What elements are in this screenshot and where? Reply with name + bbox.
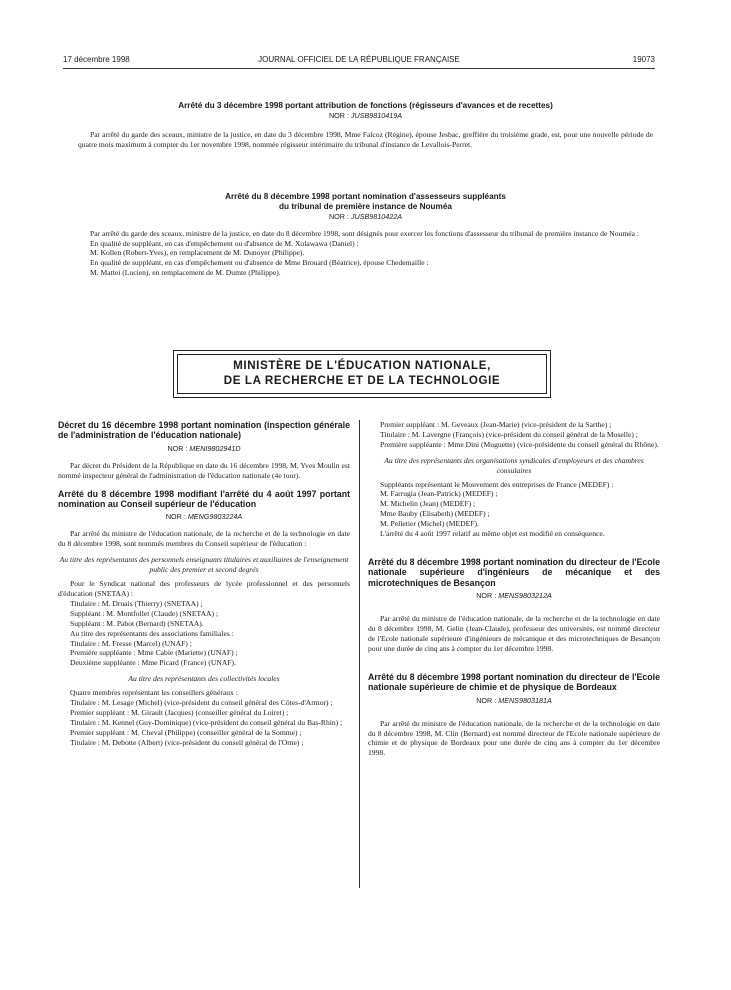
column-divider	[359, 420, 360, 888]
article-title: Arrêté du 3 décembre 1998 portant attribution de fonctions (régisseurs d'avances et de recettes)	[178, 101, 553, 110]
nor-label: NOR :	[476, 695, 499, 705]
arrete-besancon-paragraph: Par arrêté du ministre de l'éducation nationale, de la recherche et de la technologie en date du 8 décembre 1998, M. Gelin (Jean-Claude), professeur des universités, est nommé directeur de l'Ecole nationale supérieure d'ingénieurs de mécanique et des microtechniques de Besançon pour une durée de cinq ans à compter du 1er décembre 1998.	[368, 614, 660, 653]
list-item: Quatre membres représentant les conseillers généraux :	[70, 688, 238, 698]
ministry-line1: MINISTÈRE DE L'ÉDUCATION NATIONALE,	[233, 359, 491, 372]
page-header	[63, 55, 655, 67]
right-column	[368, 420, 660, 758]
header-journal-title: JOURNAL OFFICIEL DE LA RÉPUBLIQUE FRANÇAISE	[258, 55, 460, 64]
article-paragraph: Par arrêté du garde des sceaux, ministre de la justice, en date du 3 décembre 1998, Mme Falcoz (Régine), épouse Jesbac, greffière du troisième grade, est, pour une nouvelle période de quatre mois maximum à compter du 1er novembre 1998, nommée régisseur intérimaire du tribunal d'instance de Levallois-Perret.	[78, 129, 653, 149]
nor-line	[78, 212, 653, 221]
decret-paragraph: Par décret du Président de la République en date du 16 décembre 1998, M. Yves Moulin est nommé inspecteur général de l'administration de l'éducation nationale (4e tour).	[58, 460, 350, 480]
article-regisseurs	[78, 101, 653, 150]
nor-label: NOR :	[476, 591, 499, 601]
list-item: Premier suppléant : M. Cheval (Philippe) (conseiller général de la Somme) ;	[70, 727, 302, 737]
article-paragraph: M. Kollen (Robert-Yves), en remplacement de M. Dunoyer (Philippe).	[90, 248, 305, 258]
nor-line	[58, 512, 350, 521]
list-item: Titulaire : M. Kennel (Guy-Dominique) (vice-président du conseil général du Bas-Rhin) ;	[70, 717, 343, 727]
ministry-line2: DE LA RECHERCHE ET DE LA TECHNOLOGIE	[223, 374, 501, 387]
list-item: L'arrêté du 4 août 1997 relatif au même objet est modifié en conséquence.	[380, 529, 605, 539]
article-title-line2: du tribunal de première instance de Nouméa	[279, 201, 452, 211]
left-column	[58, 420, 350, 748]
header-page-number: 19073	[632, 55, 655, 64]
list-item: Titulaire : M. Lesage (Michel) (vice-président du conseil général des Côtes-d'Armor) ;	[70, 698, 333, 708]
header-date: 17 décembre 1998	[63, 55, 130, 64]
header-rule	[63, 68, 655, 69]
ministry-box	[173, 350, 551, 398]
list-item: Au titre des représentants des associations familiales :	[70, 628, 234, 638]
nor-line	[368, 591, 660, 600]
list-item: M. Michelin (Jean) (MEDEF) ;	[380, 499, 476, 509]
nor-line	[78, 111, 653, 120]
list-item: Titulaire : M. Druais (Thierry) (SNETAA) ;	[70, 598, 203, 608]
list-item: Première suppléante : Mme Dini (Muguette) (vice-présidente du conseil général du Rhône).	[380, 439, 659, 449]
nor-code: JUSB9810422A	[350, 211, 403, 221]
list-item: M. Farrugia (Jean-Patrick) (MEDEF) ;	[380, 489, 498, 499]
article-assesseurs	[78, 192, 653, 278]
decret-title: Décret du 16 décembre 1998 portant nomination (inspection générale de l'administration de l'éducation nationale)	[58, 420, 350, 441]
arrete-cse-paragraph: Par arrêté du ministre de l'éducation nationale, de la recherche et de la technologie en date du 8 décembre 1998, sont nommés membres du Conseil supérieur de l'éducation :	[58, 529, 350, 549]
nor-code: MENS9803181A	[498, 695, 552, 705]
list-item: Premier suppléant : M. Geveaux (Jean-Marie) (vice-président de la Sarthe) ;	[380, 420, 612, 429]
list-item: M. Pelletier (Michel) (MEDEF).	[380, 519, 479, 529]
list-item: Titulaire : M. Fresse (Marcel) (UNAF) ;	[70, 638, 192, 648]
nor-code: JUSB9810419A	[350, 110, 403, 120]
arrete-besancon-title: Arrêté du 8 décembre 1998 portant nomination du directeur de l'Ecole nationale supérieure d'ingénieurs de mécanique et des microtechniques de Besançon	[368, 556, 660, 588]
nor-line	[368, 696, 660, 705]
list-item: Suppléants représentant le Mouvement des entreprises de France (MEDEF) :	[380, 479, 614, 489]
article-paragraph: M. Mattei (Lucien), en remplacement de M. Dumte (Philippe).	[90, 268, 281, 278]
nor-label: NOR :	[167, 443, 190, 453]
list-item: Deuxième suppléante : Mme Picard (France) (UNAF).	[70, 658, 236, 668]
list-item: Première suppléante : Mme Cabie (Mariette) (UNAF) ;	[70, 648, 238, 658]
ministry-box-inner	[177, 354, 547, 394]
list-item: Titulaire : M. Debotte (Albert) (vice-président du conseil général de l'Orne) ;	[70, 737, 304, 747]
section-heading: Au titre des représentants des personnels enseignants titulaires et auxiliaires de l'enseignement public des premier et second degrés	[59, 555, 349, 575]
arrete-cse-title: Arrêté du 8 décembre 1998 modifiant l'arrêté du 4 août 1997 portant nomination au Conseil supérieur de l'éducation	[58, 488, 350, 510]
article-title-line1: Arrêté du 8 décembre 1998 portant nomination d'assesseurs suppléants	[225, 192, 506, 201]
list-item: Titulaire : M. Lavergne (François) (vice-président du conseil général de la Moselle) ;	[380, 429, 638, 439]
arrete-bordeaux-paragraph: Par arrêté du ministre de l'éducation nationale, de la recherche et de la technologie en date du 8 décembre 1998, M. Clin (Bernard) est nommé directeur de l'Ecole nationale supérieure de chimie et de physique de Bordeaux pour une durée de cinq ans à compter du 1er décembre 1998.	[368, 718, 660, 758]
list-item: Pour le Syndicat national des professeurs de lycée professionnel et des personnels d'éducation (SNETAA) :	[58, 579, 350, 598]
article-paragraph: Par arrêté du garde des sceaux, ministre de la justice, en date du 8 décembre 1998, sont désignés pour exercer les fonctions d'assesseur du tribunal de première instance de Nouméa :	[90, 228, 639, 238]
list-item: Suppléant : M. Pabot (Bernard) (SNETAA).	[70, 618, 204, 628]
section-heading: Au titre des représentants des collectivités locales	[128, 674, 280, 684]
nor-code: MENG9803224A	[187, 512, 243, 522]
nor-code: MENI9802941D	[189, 443, 241, 453]
nor-code: MENS9803212A	[498, 591, 552, 601]
nor-line	[58, 444, 350, 453]
list-item: Premier suppléant : M. Girault (Jacques) (conseiller général du Loiret) ;	[70, 707, 289, 717]
list-item: Mme Bauby (Elisabeth) (MEDEF) ;	[380, 509, 490, 519]
article-paragraph: En qualité de suppléant, en cas d'empêchement ou d'absence de M. Xolawawa (Daniel) :	[90, 238, 359, 248]
section-heading: Au titre des représentants des organisations syndicales d'employeurs et des chambres consulaires	[384, 455, 644, 475]
nor-label: NOR :	[328, 211, 351, 221]
article-paragraph: En qualité de suppléant, en cas d'empêchement ou d'absence de Mme Brouard (Béatrice), épouse Chedemaille :	[90, 258, 429, 268]
arrete-bordeaux-title: Arrêté du 8 décembre 1998 portant nomination du directeur de l'Ecole nationale supérieure de chimie et de physique de Bordeaux	[368, 671, 660, 693]
list-item: Suppléant : M. Montfollet (Claude) (SNETAA) ;	[70, 608, 219, 618]
nor-label: NOR :	[328, 110, 351, 120]
nor-label: NOR :	[165, 512, 188, 522]
